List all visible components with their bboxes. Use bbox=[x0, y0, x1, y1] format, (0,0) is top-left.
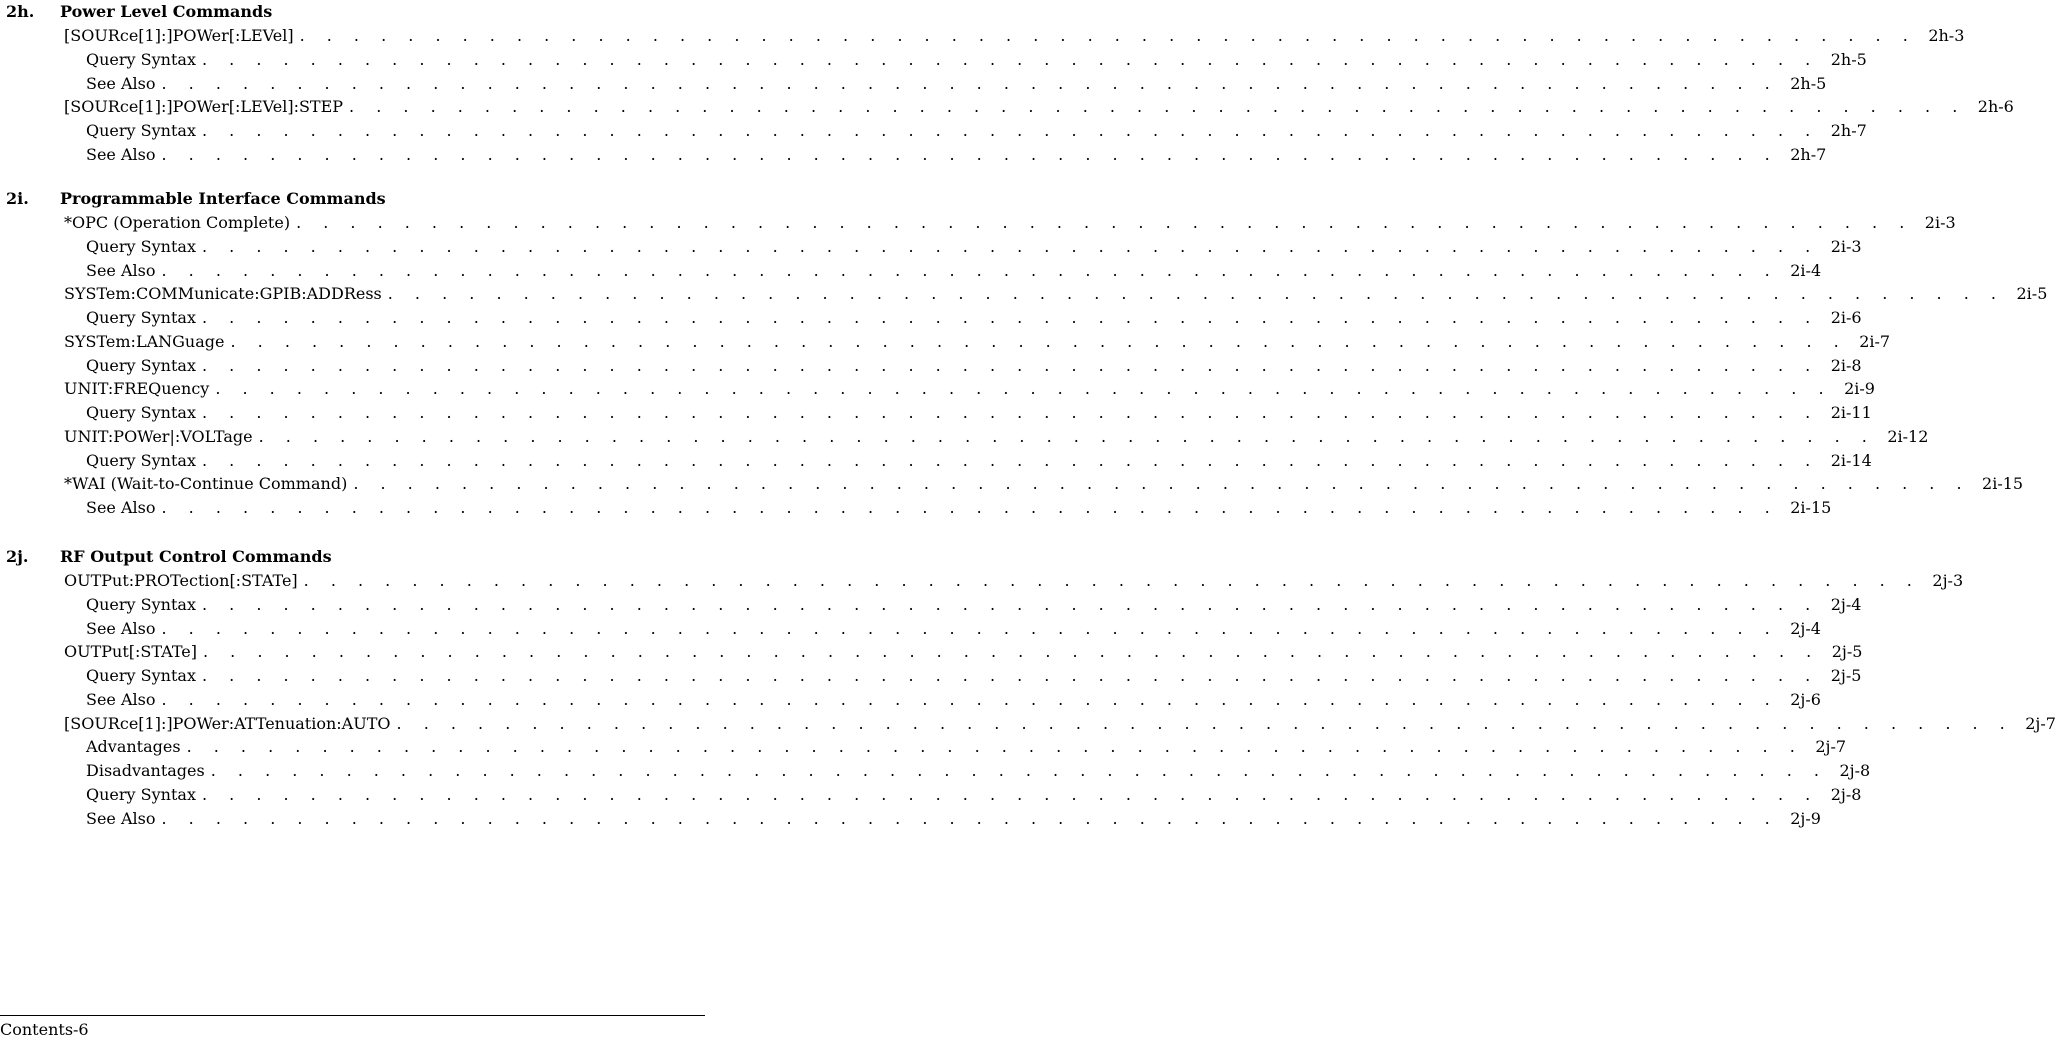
toc-page-number: 2j-7 bbox=[1815, 737, 1847, 757]
section-heading bbox=[0, 0, 705, 24]
toc-subentry[interactable] bbox=[86, 119, 1867, 143]
dot-leader: . . . . . . . . . . . . . . . . . . . . . . . . . . . . . . . . . . . . . . . . . . . . . . . . . . . . . . . . . . . . bbox=[161, 808, 1779, 828]
dot-leader: . . . . . . . . . . . . . . . . . . . . . . . . . . . . . . . . . . . . . . . . . . . . . . . . . . . . . . . . . . . . bbox=[201, 49, 1819, 69]
toc-entry[interactable] bbox=[64, 330, 1891, 354]
dot-leader: . . . . . . . . . . . . . . . . . . . . . . . . . . . . . . . . . . . . . . . . . . . . . . . . . . . . . . . . . . . . bbox=[201, 236, 1819, 256]
dot-leader: . . . . . . . . . . . . . . . . . . . . . . . . . . . . . . . . . . . . . . . . . . . . . . . . . . . . . . . . . . . . bbox=[215, 379, 1833, 399]
toc-page-number: 2i-5 bbox=[2016, 284, 2048, 304]
toc-entry-label: SYSTem:COMMunicate:GPIB:ADDRess bbox=[64, 284, 382, 304]
toc-page-number: 2i-15 bbox=[1982, 474, 2024, 494]
dot-leader: . . . . . . . . . . . . . . . . . . . . . . . . . . . . . . . . . . . . . . . . . . . . . . . . . . . . . . . . . . . . bbox=[201, 666, 1819, 685]
toc-entry-label: *WAI (Wait-to-Continue Command) bbox=[64, 474, 348, 494]
toc-page-number: 2h-5 bbox=[1830, 49, 1867, 69]
section-heading bbox=[0, 545, 705, 569]
dot-leader: . . . . . . . . . . . . . . . . . . . . . . . . . . . . . . . . . . . . . . . . . . . . . . . . . . . . . . . . . . . . bbox=[201, 403, 1819, 422]
toc-page-number: 2j-4 bbox=[1830, 594, 1862, 614]
dot-leader: . . . . . . . . . . . . . . . . . . . . . . . . . . . . . . . . . . . . . . . . . . . . . . . . . . . . . . . . . . . . bbox=[230, 331, 1848, 351]
toc-page-number: 2h-3 bbox=[1928, 26, 1965, 45]
toc-page-number: 2i-4 bbox=[1790, 260, 1822, 280]
toc-subentry[interactable] bbox=[86, 449, 1872, 473]
dot-leader: . . . . . . . . . . . . . . . . . . . . . . . . . . . . . . . . . . . . . . . . . . . . . . . . . . . . . . . . . . . . bbox=[161, 73, 1779, 93]
section-title: Power Level Commands bbox=[60, 2, 273, 21]
toc-page-number: 2j-8 bbox=[1839, 761, 1871, 780]
toc-entry[interactable] bbox=[64, 95, 2014, 119]
toc-entry[interactable] bbox=[64, 211, 1956, 235]
toc-entry-label: Disadvantages bbox=[86, 761, 205, 780]
toc-page-number: 2h-7 bbox=[1790, 144, 1827, 164]
toc-subentry[interactable] bbox=[86, 664, 1862, 688]
toc-entry-label: Query Syntax bbox=[86, 666, 196, 685]
toc-entry-label: SYSTem:LANGuage bbox=[64, 331, 225, 351]
toc-page-number: 2h-6 bbox=[1977, 97, 2014, 117]
toc-entry-label: Query Syntax bbox=[86, 49, 196, 69]
toc-subentry[interactable] bbox=[86, 617, 1821, 641]
toc-page-number: 2i-12 bbox=[1887, 426, 1929, 446]
dot-leader: . . . . . . . . . . . . . . . . . . . . . . . . . . . . . . . . . . . . . . . . . . . . . . . . . . . . . . . . . . . . bbox=[201, 308, 1819, 327]
dot-leader: . . . . . . . . . . . . . . . . . . . . . . . . . . . . . . . . . . . . . . . . . . . . . . . . . . . . . . . . . . . . bbox=[396, 713, 2014, 733]
toc-entry-label: OUTPut[:STATe] bbox=[64, 642, 197, 662]
section-number: 2i. bbox=[6, 189, 29, 208]
toc-entry-label: Query Syntax bbox=[86, 355, 196, 375]
toc-entry-label: Query Syntax bbox=[86, 403, 196, 422]
toc-page-number: 2j-6 bbox=[1790, 689, 1821, 709]
toc-subentry[interactable] bbox=[86, 735, 1847, 759]
toc-entry[interactable] bbox=[64, 425, 1929, 449]
dot-leader: . . . . . . . . . . . . . . . . . . . . . . . . . . . . . . . . . . . . . . . . . . . . . . . . . . . . . . . . . . . . bbox=[161, 618, 1779, 638]
dot-leader: . . . . . . . . . . . . . . . . . . . . . . . . . . . . . . . . . . . . . . . . . . . . . . . . . . . . . . . . . . . . bbox=[349, 97, 1966, 117]
toc-subentry[interactable] bbox=[86, 235, 1862, 259]
dot-leader: . . . . . . . . . . . . . . . . . . . . . . . . . . . . . . . . . . . . . . . . . . . . . . . . . . . . . . . . . . . . bbox=[161, 498, 1779, 517]
toc-page-number: 2i-3 bbox=[1924, 213, 1956, 232]
toc-subentry[interactable] bbox=[86, 496, 1832, 520]
toc-subentry[interactable] bbox=[86, 354, 1862, 378]
dot-leader: . . . . . . . . . . . . . . . . . . . . . . . . . . . . . . . . . . . . . . . . . . . . . . . . . . . . . . . . . . . . bbox=[303, 571, 1921, 590]
toc-subentry[interactable] bbox=[86, 807, 1821, 831]
toc-page-number: 2i-6 bbox=[1830, 308, 1862, 327]
dot-leader: . . . . . . . . . . . . . . . . . . . . . . . . . . . . . . . . . . . . . . . . . . . . . . . . . . . . . . . . . . . . bbox=[201, 594, 1819, 614]
toc-entry-label: UNIT:POWer|:VOLTage bbox=[64, 426, 253, 446]
toc-entry[interactable] bbox=[64, 282, 2048, 306]
toc-entry-label: Query Syntax bbox=[86, 236, 196, 256]
toc-entry[interactable] bbox=[64, 569, 1964, 593]
toc-entry[interactable] bbox=[64, 24, 1965, 48]
toc-entry-label: Query Syntax bbox=[86, 121, 196, 140]
page-footer-label: Contents-6 bbox=[0, 1020, 89, 1039]
footer-divider bbox=[0, 1015, 705, 1016]
toc-entry-label: See Also bbox=[86, 144, 156, 164]
dot-leader: . . . . . . . . . . . . . . . . . . . . . . . . . . . . . . . . . . . . . . . . . . . . . . . . . . . . . . . . . . . . bbox=[210, 761, 1828, 780]
toc-subentry[interactable] bbox=[86, 783, 1862, 807]
toc-entry-label: UNIT:FREQuency bbox=[64, 379, 210, 399]
toc-entry-label: Query Syntax bbox=[86, 308, 196, 327]
toc-page-number: 2i-9 bbox=[1844, 379, 1875, 399]
dot-leader: . . . . . . . . . . . . . . . . . . . . . . . . . . . . . . . . . . . . . . . . . . . . . . . . . . . . . . . . . . . . bbox=[201, 784, 1819, 804]
toc-entry-label: See Also bbox=[86, 689, 156, 709]
toc-entry-label: See Also bbox=[86, 73, 156, 93]
toc-subentry[interactable] bbox=[86, 143, 1827, 167]
toc-page-number: 2i-3 bbox=[1830, 236, 1862, 256]
toc-page-number: 2j-5 bbox=[1830, 666, 1862, 685]
toc-entry-label: [SOURce[1]:]POWer:ATTenuation:AUTO bbox=[64, 713, 391, 733]
dot-leader: . . . . . . . . . . . . . . . . . . . . . . . . . . . . . . . . . . . . . . . . . . . . . . . . . . . . . . . . . . . . bbox=[353, 474, 1971, 494]
toc-subentry[interactable] bbox=[86, 759, 1871, 783]
toc-entry[interactable] bbox=[64, 377, 1875, 401]
toc-page-number: 2i-15 bbox=[1790, 498, 1832, 517]
toc-entry[interactable] bbox=[64, 712, 2056, 736]
toc-subentry[interactable] bbox=[86, 72, 1827, 96]
toc-page-number: 2j-4 bbox=[1790, 618, 1821, 638]
toc-entry-label: OUTPut:PROTection[:STATe] bbox=[64, 571, 298, 590]
toc-page-number: 2i-14 bbox=[1830, 450, 1872, 470]
toc-page-number: 2j-5 bbox=[1831, 642, 1863, 662]
toc-page-number: 2i-7 bbox=[1859, 331, 1891, 351]
toc-page-number: 2j-8 bbox=[1830, 784, 1862, 804]
dot-leader: . . . . . . . . . . . . . . . . . . . . . . . . . . . . . . . . . . . . . . . . . . . . . . . . . . . . . . . . . . . . bbox=[299, 26, 1917, 45]
toc-subentry[interactable] bbox=[86, 259, 1822, 283]
dot-leader: . . . . . . . . . . . . . . . . . . . . . . . . . . . . . . . . . . . . . . . . . . . . . . . . . . . . . . . . . . . . bbox=[387, 284, 2005, 304]
toc-subentry[interactable] bbox=[86, 401, 1872, 425]
toc-page-number: 2i-11 bbox=[1830, 403, 1872, 422]
toc-page-number: 2j-9 bbox=[1790, 808, 1821, 828]
toc-entry-label: [SOURce[1]:]POWer[:LEVel] bbox=[64, 26, 294, 45]
dot-leader: . . . . . . . . . . . . . . . . . . . . . . . . . . . . . . . . . . . . . . . . . . . . . . . . . . . . . . . . . . . . bbox=[201, 450, 1819, 470]
toc-subentry[interactable] bbox=[86, 688, 1821, 712]
toc-entry-label: See Also bbox=[86, 808, 156, 828]
dot-leader: . . . . . . . . . . . . . . . . . . . . . . . . . . . . . . . . . . . . . . . . . . . . . . . . . . . . . . . . . . . . bbox=[202, 642, 1820, 662]
toc-entry-label: See Also bbox=[86, 498, 156, 517]
section-heading bbox=[0, 187, 705, 211]
dot-leader: . . . . . . . . . . . . . . . . . . . . . . . . . . . . . . . . . . . . . . . . . . . . . . . . . . . . . . . . . . . . bbox=[296, 213, 1913, 232]
toc-page-number: 2j-7 bbox=[2025, 713, 2056, 733]
toc-page-number: 2j-3 bbox=[1932, 571, 1964, 590]
dot-leader: . . . . . . . . . . . . . . . . . . . . . . . . . . . . . . . . . . . . . . . . . . . . . . . . . . . . . . . . . . . . bbox=[161, 144, 1779, 164]
dot-leader: . . . . . . . . . . . . . . . . . . . . . . . . . . . . . . . . . . . . . . . . . . . . . . . . . . . . . . . . . . . . bbox=[186, 737, 1804, 757]
toc-entry-label: See Also bbox=[86, 260, 156, 280]
toc-entry-label: See Also bbox=[86, 618, 156, 638]
section-number: 2h. bbox=[6, 2, 35, 21]
toc-entry-label: Advantages bbox=[86, 737, 181, 757]
toc-page-number: 2i-8 bbox=[1830, 355, 1862, 375]
toc-entry-label: Query Syntax bbox=[86, 594, 196, 614]
toc-entry[interactable] bbox=[64, 640, 1863, 664]
toc-entry-label: *OPC (Operation Complete) bbox=[64, 213, 291, 232]
toc-subentry[interactable] bbox=[86, 48, 1867, 72]
section-number: 2j. bbox=[6, 547, 29, 566]
toc-page-number: 2h-7 bbox=[1830, 121, 1867, 140]
section-title: RF Output Control Commands bbox=[60, 547, 332, 566]
dot-leader: . . . . . . . . . . . . . . . . . . . . . . . . . . . . . . . . . . . . . . . . . . . . . . . . . . . . . . . . . . . . bbox=[201, 121, 1819, 140]
toc-entry-label: [SOURce[1]:]POWer[:LEVel]:STEP bbox=[64, 97, 344, 117]
toc-entry[interactable] bbox=[64, 472, 2024, 496]
toc-entry-label: Query Syntax bbox=[86, 784, 196, 804]
toc-entry-label: Query Syntax bbox=[86, 450, 196, 470]
dot-leader: . . . . . . . . . . . . . . . . . . . . . . . . . . . . . . . . . . . . . . . . . . . . . . . . . . . . . . . . . . . . bbox=[258, 426, 1876, 446]
section-title: Programmable Interface Commands bbox=[60, 189, 386, 208]
toc-subentry[interactable] bbox=[86, 593, 1862, 617]
toc-subentry[interactable] bbox=[86, 306, 1862, 330]
dot-leader: . . . . . . . . . . . . . . . . . . . . . . . . . . . . . . . . . . . . . . . . . . . . . . . . . . . . . . . . . . . . bbox=[161, 260, 1779, 280]
toc-page-number: 2h-5 bbox=[1790, 73, 1827, 93]
dot-leader: . . . . . . . . . . . . . . . . . . . . . . . . . . . . . . . . . . . . . . . . . . . . . . . . . . . . . . . . . . . . bbox=[161, 689, 1779, 709]
dot-leader: . . . . . . . . . . . . . . . . . . . . . . . . . . . . . . . . . . . . . . . . . . . . . . . . . . . . . . . . . . . . bbox=[201, 355, 1819, 375]
